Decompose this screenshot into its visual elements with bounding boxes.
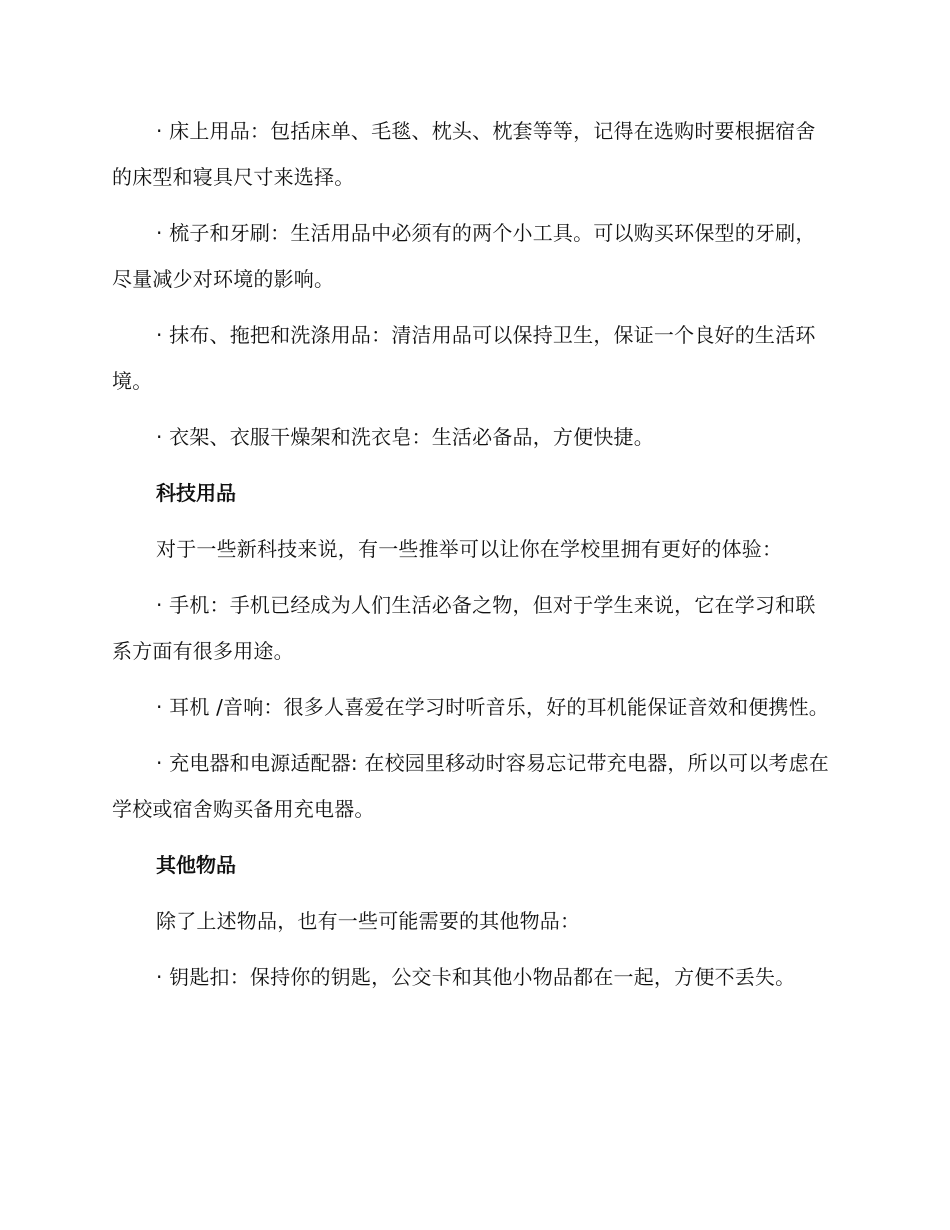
list-item-phone: · 手机：手机已经成为人们生活必备之物，但对于学生来说，它在学习和联系方面有很多用途。 bbox=[112, 593, 816, 663]
list-item-comb-toothbrush: · 梳子和牙刷：生活用品中必须有的两个小工具。可以购买环保型的牙刷，尽量减少对环境的影响。 bbox=[112, 221, 816, 291]
list-item-cleaning: · 抹布、拖把和洗涤用品：清洁用品可以保持卫生，保证一个良好的生活环境。 bbox=[112, 323, 816, 393]
list-item-hangers: · 衣架、衣服干燥架和洗衣皂：生活必备品，方便快捷。 bbox=[156, 425, 654, 449]
list-item-keychain: · 钥匙扣：保持你的钥匙，公交卡和其他小物品都在一起，方便不丢失。 bbox=[156, 965, 796, 989]
document-body bbox=[112, 108, 834, 1010]
paragraph-other-intro: 除了上述物品，也有一些可能需要的其他物品： bbox=[156, 909, 581, 933]
list-item-bedding: · 床上用品：包括床单、毛毯、枕头、枕套等等，记得在选购时要根据宿舍的床型和寝具尺寸来选择。 bbox=[112, 119, 816, 189]
list-item-headphones: · 耳机 /音响：很多人喜爱在学习时听音乐，好的耳机能保证音效和便携性。 bbox=[156, 695, 830, 719]
section-heading-tech: 科技用品 bbox=[156, 481, 236, 505]
list-item-charger: · 充电器和电源适配器: 在校园里移动时容易忘记带充电器，所以可以考虑在学校或宿舍购买备用充电器。 bbox=[112, 751, 830, 821]
section-heading-other: 其他物品 bbox=[156, 853, 236, 877]
paragraph-tech-intro: 对于一些新科技来说，有一些推举可以让你在学校里拥有更好的体验： bbox=[156, 537, 783, 561]
